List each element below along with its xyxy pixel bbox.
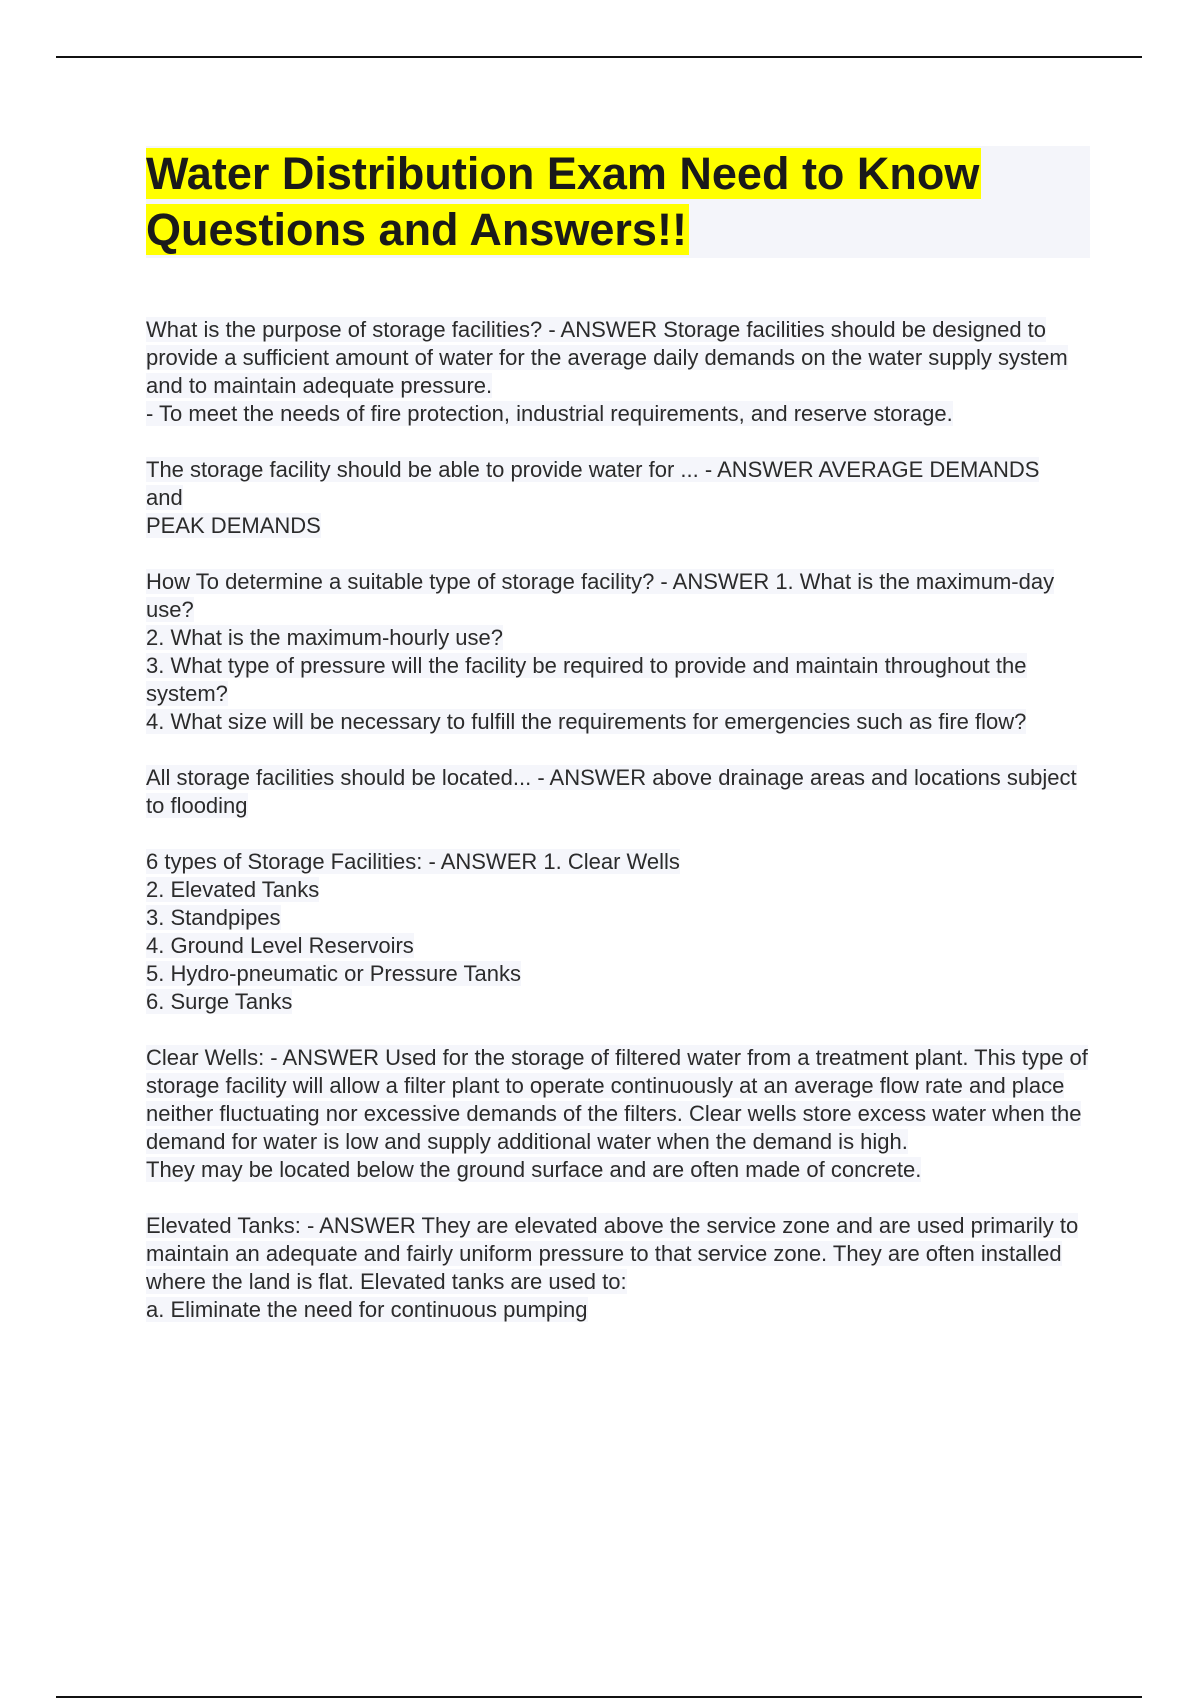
qa-item (146, 848, 1090, 1016)
qa-text: - To meet the needs of fire protection, industrial requirements, and reserve storage. (146, 401, 953, 426)
qa-question-answer (146, 456, 1090, 484)
qa-answer-line (146, 652, 1090, 708)
qa-question-answer (146, 316, 1090, 400)
qa-answer-line (146, 400, 1090, 428)
qa-answer-line (146, 1296, 1090, 1324)
qa-item (146, 764, 1090, 820)
qa-text: 4. What size will be necessary to fulfill the requirements for emergencies such as fire flow? (146, 709, 1027, 734)
qa-answer-line (146, 904, 1090, 932)
qa-text: They may be located below the ground surface and are often made of concrete. (146, 1157, 922, 1182)
qa-item (146, 316, 1090, 428)
bottom-rule (56, 1696, 1142, 1698)
qa-list (146, 316, 1090, 1324)
title-block (146, 146, 1090, 258)
qa-text: 6 types of Storage Facilities: - ANSWER 1. Clear Wells (146, 849, 680, 874)
qa-item (146, 568, 1090, 736)
qa-text: 3. Standpipes (146, 905, 281, 930)
title-line-2: Questions and Answers!! (146, 204, 687, 255)
qa-answer-line (146, 876, 1090, 904)
qa-text: 5. Hydro-pneumatic or Pressure Tanks (146, 961, 521, 986)
top-rule (56, 56, 1142, 58)
qa-text: Elevated Tanks: - ANSWER They are elevated above the service zone and are used primarily to maintain an adequate and fairly uniform pressure to that service zone. They are often installed where the land is flat. Elevated tanks are used to: (146, 1213, 1079, 1294)
qa-text: 3. What type of pressure will the facility be required to provide and maintain throughout the system? (146, 653, 1027, 706)
qa-question-answer (146, 568, 1090, 624)
qa-text: and (146, 485, 183, 510)
document-body (146, 146, 1090, 1352)
qa-answer-line (146, 708, 1090, 736)
qa-question-answer (146, 848, 1090, 876)
qa-text: 2. What is the maximum-hourly use? (146, 625, 504, 650)
qa-text: 4. Ground Level Reservoirs (146, 933, 414, 958)
qa-answer-line (146, 624, 1090, 652)
qa-answer-line (146, 1156, 1090, 1184)
qa-question-answer (146, 1044, 1090, 1156)
qa-answer-line (146, 484, 1090, 512)
title-line-1: Water Distribution Exam Need to Know (146, 148, 980, 199)
page-title (146, 146, 1090, 258)
qa-answer-line (146, 932, 1090, 960)
qa-text: What is the purpose of storage facilities? - ANSWER Storage facilities should be designed to provide a sufficient amount of water for the average daily demands on the water supply system and to maintain adequate pressure. (146, 317, 1068, 398)
qa-question-answer (146, 764, 1090, 820)
qa-question-answer (146, 1212, 1090, 1296)
qa-answer-line (146, 988, 1090, 1016)
qa-text: 6. Surge Tanks (146, 989, 293, 1014)
qa-answer-line (146, 960, 1090, 988)
qa-item (146, 1044, 1090, 1184)
qa-text: 2. Elevated Tanks (146, 877, 320, 902)
qa-text: Clear Wells: - ANSWER Used for the storage of filtered water from a treatment plant. This type of storage facility will allow a filter plant to operate continuously at an average flow rate and place neither fluctuating nor excessive demands of the filters. Clear wells store excess water when the demand for water is low and supply additional water when the demand is high. (146, 1045, 1088, 1154)
qa-answer-line (146, 512, 1090, 540)
qa-text: a. Eliminate the need for continuous pumping (146, 1297, 588, 1322)
qa-item (146, 1212, 1090, 1324)
qa-text: PEAK DEMANDS (146, 513, 321, 538)
qa-text: How To determine a suitable type of storage facility? - ANSWER 1. What is the maximum-day use? (146, 569, 1055, 622)
qa-text: The storage facility should be able to provide water for ... - ANSWER AVERAGE DEMANDS (146, 457, 1040, 482)
qa-item (146, 456, 1090, 540)
qa-text: All storage facilities should be located... - ANSWER above drainage areas and locations subject to flooding (146, 765, 1077, 818)
